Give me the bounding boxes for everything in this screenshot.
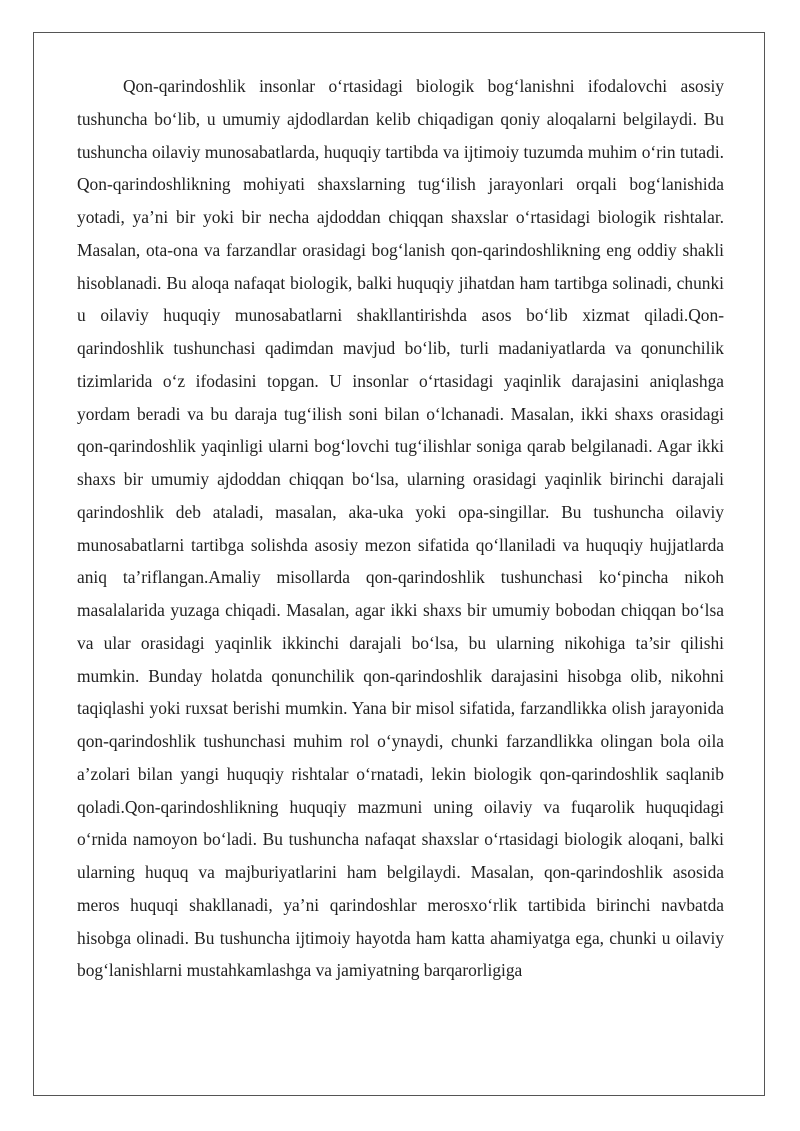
body-paragraph: Qon-qarindoshlik insonlar o‘rtasidagi biologik bog‘lanishni ifodalovchi asosiy tushuncha bo‘lib, u umumiy ajdodlardan kelib chiqadigan qoniy aloqalarni belgilaydi. Bu tushuncha oilaviy munosabatlarda, huquqiy tartibda va ijtimoiy tuzumda muhim o‘rin tutadi. Qon-qarindoshlikning mohiyati shaxslarning tug‘ilish jarayonlari orqali bog‘lanishida yotadi, ya’ni bir yoki bir necha ajdoddan chiqqan shaxslar o‘rtasidagi biologik rishtalar. Masalan, ota-ona va farzandlar orasidagi bog‘lanish qon-qarindoshlikning eng oddiy shakli hisoblanadi. Bu aloqa nafaqat biologik, balki huquqiy jihatdan ham tartibga solinadi, chunki u oilaviy huquqiy munosabatlarni shakllantirishda asos bo‘lib xizmat qiladi.Qon-qarindoshlik tushunchasi qadimdan mavjud bo‘lib, turli madaniyatlarda va qonunchilik tizimlarida o‘z ifodasini topgan. U insonlar o‘rtasidagi yaqinlik darajasini aniqlashga yordam beradi va bu daraja tug‘ilish soni bilan o‘lchanadi. Masalan, ikki shaxs orasidagi qon-qarindoshlik yaqinligi ularni bog‘lovchi tug‘ilishlar soniga qarab belgilanadi. Agar ikki shaxs bir umumiy ajdoddan chiqqan bo‘lsa, ularning orasidagi yaqinlik birinchi darajali qarindoshlik deb ataladi, masalan, aka-uka yoki opa-singillar. Bu tushuncha oilaviy munosabatlarni tartibga solishda asosiy mezon sifatida qo‘llaniladi va huquqiy hujjatlarda aniq ta’riflangan.Amaliy misollarda qon-qarindoshlik tushunchasi ko‘pincha nikoh masalalarida yuzaga chiqadi. Masalan, agar ikki shaxs bir umumiy bobodan chiqqan bo‘lsa va ular orasidagi yaqinlik ikkinchi darajali bo‘lsa, bu ularning nikohiga ta’sir qilishi mumkin. Bunday holatda qonunchilik qon-qarindoshlik darajasini hisobga olib, nikohni taqiqlashi yoki ruxsat berishi mumkin. Yana bir misol sifatida, farzandlikka olish jarayonida qon-qarindoshlik tushunchasi muhim rol o‘ynaydi, chunki farzandlikka olingan bola oila a’zolari bilan yangi huquqiy rishtalar o‘rnatadi, lekin biologik qon-qarindoshlik saqlanib qoladi.Qon-qarindoshlikning huquqiy mazmuni uning oilaviy va fuqarolik huquqidagi o‘rnida namoyon bo‘ladi. Bu tushuncha nafaqat shaxslar o‘rtasidagi biologik aloqani, balki ularning huquq va majburiyatlarini ham belgilaydi. Masalan, qon-qarindoshlik asosida meros huquqi shakllanadi, ya’ni qarindoshlar merosxo‘rlik tartibida birinchi navbatda hisobga olinadi. Bu tushuncha ijtimoiy hayotda ham katta ahamiyatga ega, chunki u oilaviy bog‘lanishlarni mustahkamlashga va jamiyatning barqarorligiga xyxy=(77,76,724,981)
